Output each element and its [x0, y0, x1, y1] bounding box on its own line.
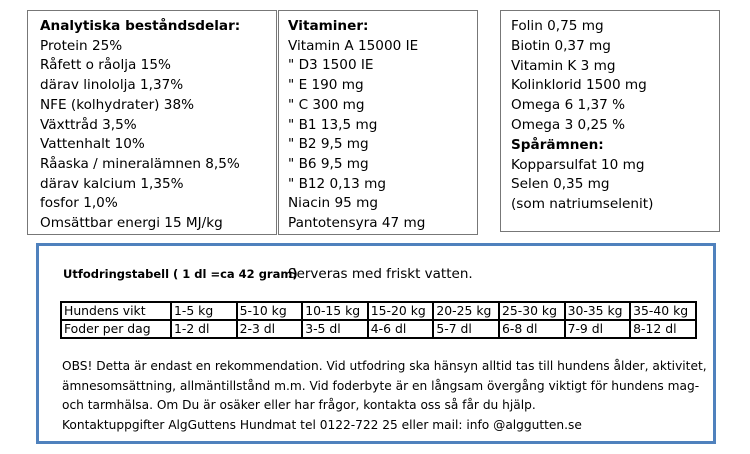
vitamin-line: Vitamin A 15000 IE — [288, 37, 419, 54]
weight-cell: 30-35 kg — [565, 302, 631, 320]
contact-line: Kontaktuppgifter AlgGuttens Hundmat tel 0122-722 25 eller mail: info @alggutten.se — [62, 417, 582, 432]
vitamin-line: " C 300 mg — [288, 96, 365, 113]
weight-cell: 10-15 kg — [302, 302, 368, 320]
analysis-box — [27, 10, 277, 235]
vitamins-title: Vitaminer: — [288, 18, 369, 34]
analysis-line: Råaska / mineralämnen 8,5% — [40, 155, 240, 172]
trace-line: Kopparsulfat 10 mg — [511, 156, 645, 173]
trace-line: Selen 0,35 mg — [511, 176, 610, 193]
vitamins-box — [278, 10, 478, 235]
nutrient-line: Biotin 0,37 mg — [511, 37, 611, 54]
trace-line: (som natriumselenit) — [511, 196, 654, 213]
nutrient-line: Omega 3 0,25 % — [511, 116, 626, 133]
trace-elements-title: Spårämnen: — [511, 136, 604, 153]
feeding-box — [36, 243, 716, 444]
amount-cell: 4-6 dl — [368, 320, 434, 338]
amount-cell: 8-12 dl — [630, 320, 696, 338]
analysis-line: Protein 25% — [40, 37, 123, 54]
weight-cell: 25-30 kg — [499, 302, 565, 320]
table-row-header: Hundens vikt — [61, 302, 171, 320]
nutrient-line: Omega 6 1,37 % — [511, 97, 626, 114]
amount-cell: 1-2 dl — [171, 320, 237, 338]
weight-cell: 1-5 kg — [171, 302, 237, 320]
feeding-title: Utfodringstabell ( 1 dl =ca 42 gram) — [63, 267, 298, 281]
vitamin-line: " D3 1500 IE — [288, 57, 374, 74]
weight-cell: 5-10 kg — [237, 302, 303, 320]
analysis-line: därav kalcium 1,35% — [40, 175, 184, 192]
vitamin-line: " B2 9,5 mg — [288, 136, 369, 153]
other-nutrients-box — [500, 10, 720, 232]
vitamin-line: " E 190 mg — [288, 77, 364, 94]
amount-cell: 5-7 dl — [433, 320, 499, 338]
vitamin-line: " B1 13,5 mg — [288, 116, 378, 133]
vitamin-line: " B6 9,5 mg — [288, 155, 369, 172]
weight-cell: 15-20 kg — [368, 302, 434, 320]
nutrient-line: Vitamin K 3 mg — [511, 57, 616, 74]
amount-cell: 3-5 dl — [302, 320, 368, 338]
analysis-line: därav linololja 1,37% — [40, 77, 184, 94]
nutrient-line: Kolinklorid 1500 mg — [511, 77, 647, 94]
analysis-line: Växttråd 3,5% — [40, 116, 137, 133]
amount-cell: 6-8 dl — [499, 320, 565, 338]
feeding-note: Serveras med friskt vatten. — [288, 266, 473, 282]
vitamin-line: Niacin 95 mg — [288, 195, 378, 212]
analysis-line: Råfett o råolja 15% — [40, 57, 171, 74]
analysis-title: Analytiska beståndsdelar: — [40, 18, 241, 34]
feeding-table — [60, 301, 697, 339]
table-row — [61, 320, 696, 338]
analysis-line: NFE (kolhydrater) 38% — [40, 96, 195, 113]
analysis-line: fosfor 1,0% — [40, 195, 118, 212]
feeding-notice — [62, 357, 707, 435]
analysis-line: Omsättbar energi 15 MJ/kg — [40, 215, 223, 232]
amount-cell: 7-9 dl — [565, 320, 631, 338]
notice-line: OBS! Detta är endast en rekommendation. Vid utfodring ska hänsyn alltid tas till hundens ålder, aktivitet, — [62, 359, 707, 373]
analysis-line: Vattenhalt 10% — [40, 136, 145, 153]
notice-line: och tarmhälsa. Om Du är osäker eller har frågor, kontakta oss så får du hjälp. — [62, 398, 536, 412]
nutrient-line: Folin 0,75 mg — [511, 18, 604, 34]
table-row-header: Foder per dag — [61, 320, 171, 338]
weight-cell: 35-40 kg — [630, 302, 696, 320]
amount-cell: 2-3 dl — [237, 320, 303, 338]
vitamin-line: " B12 0,13 mg — [288, 175, 386, 192]
notice-line: ämnesomsättning, allmäntillstånd m.m. Vid foderbyte är en långsam övergång viktigt för hundens mag- — [62, 378, 700, 393]
weight-cell: 20-25 kg — [433, 302, 499, 320]
vitamin-line: Pantotensyra 47 mg — [288, 215, 426, 232]
table-row — [61, 302, 696, 320]
